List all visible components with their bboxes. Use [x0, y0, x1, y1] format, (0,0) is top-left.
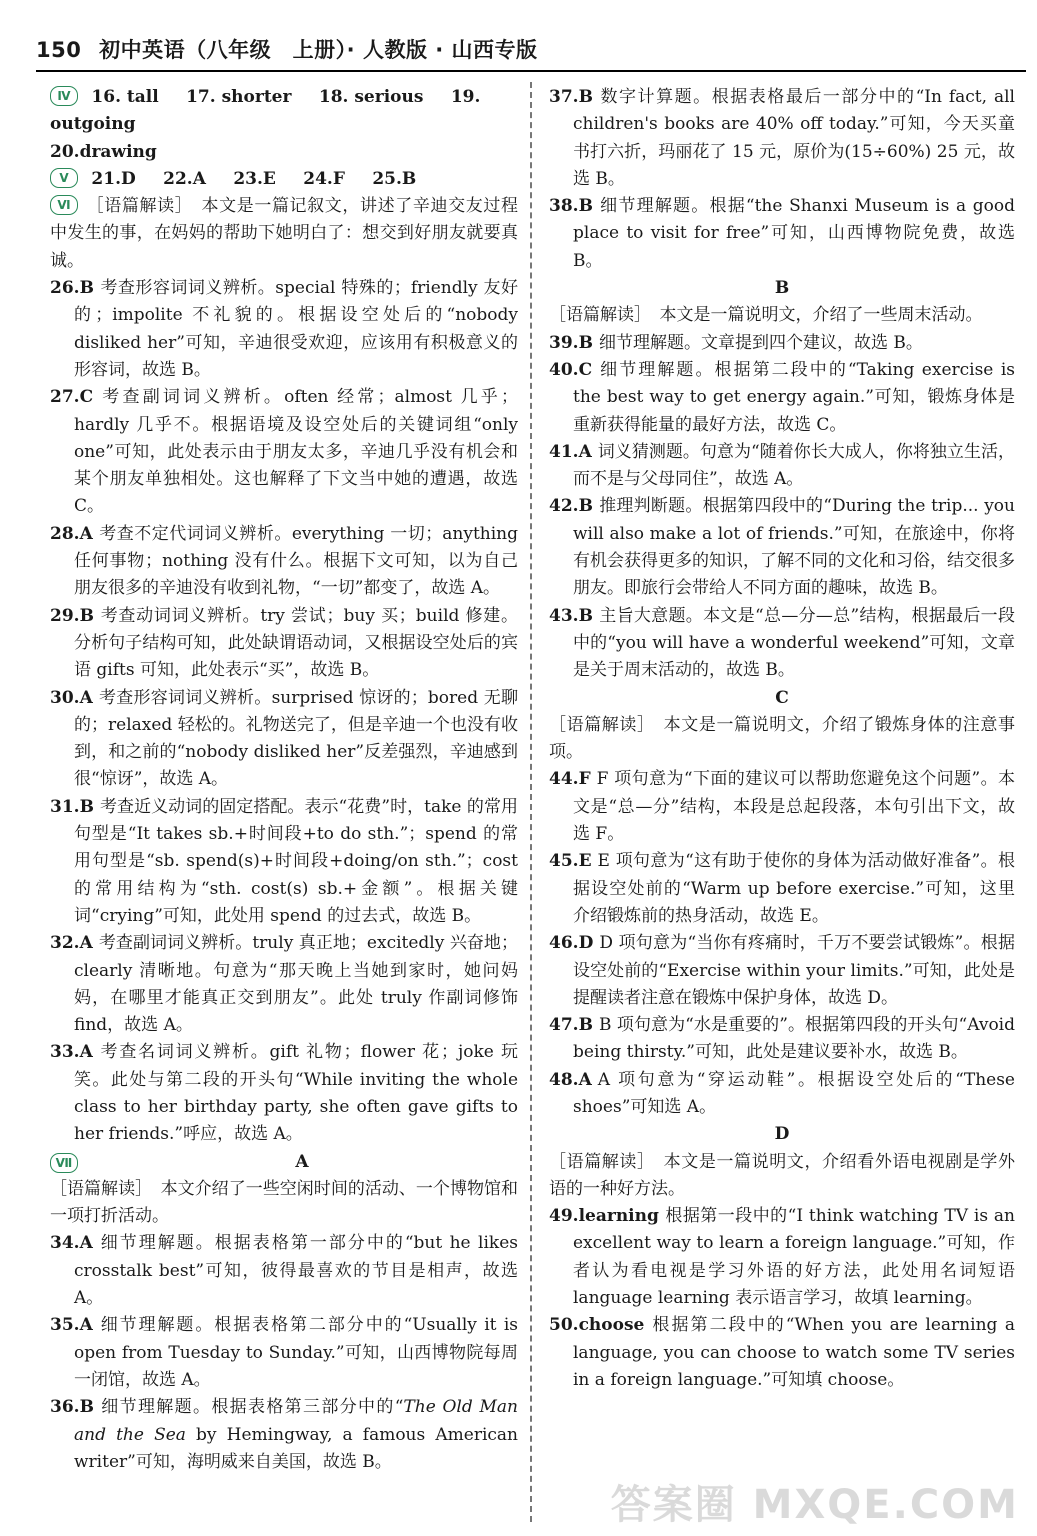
watermark-logo: 答案圈 MXQE.COM [610, 1482, 1019, 1528]
explanation-46: D 项句意为“当你有疼痛时，千万不要尝试锻炼”。根据设空处前的“Exercise within your limits.”可知，此处是提醒读者注意在锻炼中保护身体，故选 D。 [573, 933, 1015, 1008]
column-divider [530, 82, 532, 1522]
passage-c-intro: ［语篇解读］ 本文是一篇说明文，介绍了锻炼身体的注意事项。 [549, 714, 1015, 763]
explanation-26: 考查形容词词义辨析。special 特殊的；friendly 友好的；impolite 不礼貌的。根据设空处后的“nobody disliked her”可知，辛迪很受欢迎，应该用有积极意义的形容词，故选 B。 [74, 278, 518, 380]
section-7-badge: Ⅶ [50, 1153, 78, 1173]
passage-d-intro: ［语篇解读］ 本文是一篇说明文，介绍看外语电视剧是学外语的一种好方法。 [549, 1151, 1015, 1199]
passage-b-intro: ［语篇解读］ 本文是一篇说明文，介绍了一些周末活动。 [549, 305, 983, 326]
section-6-text: ［语篇解读］ 本文是一篇记叙文，讲述了辛迪交友过程中发生的事，在妈妈的帮助下她明白了：想交到好朋友就要真诚。 [50, 196, 518, 271]
question-44 [549, 766, 1015, 848]
answer-20: 20.drawing [50, 141, 157, 162]
explanation-43: 主旨大意题。本文是“总—分—总”结构，根据最后一段中的“you will have a wonderful weekend”可知，文章是关于周末活动的，故选 B。 [573, 605, 1015, 681]
explanation-38: 细节理解题。根据“the Shanxi Museum is a good place to visit for free”可知，山西博物院免费，故选 B。 [573, 196, 1015, 271]
answer-22: 22.A [163, 168, 206, 189]
answer-key-45: 45.E [549, 851, 592, 872]
question-49 [549, 1203, 1015, 1312]
explanation-50: 根据第二段中的“When you are learning a language, you can choose to watch some TV series in a foreign language.”可知填 choose。 [573, 1315, 1015, 1390]
explanation-44: F 项句意为“下面的建议可以帮助您避免这个问题”。本文是“总—分”结构，本段是总起段落，本句引出下文，故选 F。 [573, 769, 1015, 845]
answer-key-39: 39.B [549, 332, 593, 353]
question-42 [549, 493, 1015, 602]
explanation-27: 考查副词词义辨析。often 经常；almost 几乎；hardly 几乎不。根据语境及设空处后的关键词组“only one”可知，此处表示由于朋友太多，辛迪几乎没有机会和某个朋友单独相处。这也解释了下文当中她的遭遇，故选 C。 [74, 387, 518, 517]
page-header [36, 34, 538, 64]
explanation-49: 根据第一段中的“I think watching TV is an excellent way to learn a foreign language.”可知，作者认为看电视是学习外语的好方法，此处用名词短语 language learning 表示语言学习，故填 learning。 [573, 1206, 1015, 1309]
question-37 [549, 84, 1015, 193]
left-column [50, 84, 518, 1476]
explanation-35: 细节理解题。根据表格第二部分中的“Usually it is open from Tuesday to Sunday.”可知，山西博物院每周一闭馆，故选 A。 [74, 1315, 518, 1390]
section-5 [50, 166, 518, 193]
explanation-47: B 项句意为“水是重要的”。根据第四段的开头句“Avoid being thirsty.”可知，此处是建议要补水，故选 B。 [573, 1015, 1015, 1063]
answer-key-46: 46.D [549, 933, 594, 954]
answer-21: 21.D [91, 168, 136, 189]
answer-19: 19. outgoing [50, 87, 481, 135]
question-48 [549, 1067, 1015, 1122]
question-31 [50, 794, 518, 930]
explanation-36-part1: 细节理解题。根据表格第三部分中的“ [99, 1397, 404, 1418]
section-4-badge: Ⅳ [50, 86, 78, 106]
question-45 [549, 848, 1015, 930]
section-7-heading [50, 1149, 518, 1176]
answer-key-36: 36.B [50, 1397, 94, 1418]
explanation-36-part2: by Hemingway, a famous American writer”可知，海明威来自美国，故选 B。 [74, 1424, 518, 1472]
answer-18: 18. serious [318, 87, 424, 107]
answer-key-37: 37.B [549, 87, 593, 107]
question-36 [50, 1394, 518, 1476]
explanation-31: 考查近义动词的固定搭配。表示“花费”时，take 的常用句型是“It takes sb.+时间段+to do sth.”；spend 的常用句型是“sb. spend(s)+时间段+doing/on sth.”；cost 的常用结构为“sth. cost(s) sb.+金额”。根据关键词“crying”可知，此处用 spend 的过去式，故选 B。 [74, 796, 518, 926]
explanation-39: 细节理解题。文章提到四个建议，故选 B。 [598, 332, 923, 353]
answer-key-35: 35.A [50, 1315, 93, 1336]
explanation-28: 考查不定代词词义辨析。everything 一切；anything 任何事物；nothing 没有什么。根据下文可知，以为自己朋友很多的辛迪没有收到礼物，“一切”都变了，故选 A。 [74, 523, 518, 599]
passage-a-intro: ［语篇解读］ 本文介绍了一些空闲时间的活动、一个博物馆和一项打折活动。 [50, 1178, 518, 1227]
answer-key-30: 30.A [50, 687, 93, 708]
question-40 [549, 357, 1015, 439]
answer-key-27: 27.C [50, 387, 94, 408]
section-6-intro [50, 193, 518, 275]
answer-key-31: 31.B [50, 796, 94, 817]
question-30 [50, 685, 518, 794]
explanation-41: 词义猜测题。句意为“随着你长大成人，你将独立生活，而不是与父母同住”，故选 A。 [573, 441, 1015, 490]
answer-key-44: 44.F [549, 769, 591, 790]
explanation-48: A 项句意为“穿运动鞋”。根据设空处后的“These shoes”可知选 A。 [573, 1069, 1015, 1117]
question-35 [50, 1312, 518, 1394]
book-title-italic: The Old Man and the Sea [74, 1397, 518, 1445]
question-46 [549, 930, 1015, 1012]
explanation-29: 考查动词词义辨析。try 尝试；buy 买；build 修建。分析句子结构可知，此处缺谓语动词，又根据设空处后的宾语 gifts 可知，此处表示“买”，故选 B。 [74, 605, 518, 681]
question-27 [50, 384, 518, 520]
answer-key-41: 41.A [549, 441, 592, 462]
explanation-30: 考查形容词词义辨析。surprised 惊讶的；bored 无聊的；relaxed 轻松的。礼物送完了，但是辛迪一个也没有收到，和之前的“nobody disliked her”反差强烈，辛迪感到很“惊讶”，故选 A。 [74, 687, 518, 790]
question-32 [50, 930, 518, 1039]
answer-key-48: 48.A [549, 1069, 592, 1090]
answer-key-28: 28.A [50, 523, 93, 544]
explanation-37: 数字计算题。根据表格最后一部分中的“In fact, all children's books are 40% off today.”可知，今天买童书打六折，玛丽花了 15 元，原价为(15÷60%) 25 元，故选 B。 [573, 87, 1015, 189]
answer-24: 24.F [303, 168, 345, 189]
explanation-33: 考查名词词义辨析。gift 礼物；flower 花；joke 玩笑。此处与第二段的开头句“While inviting the whole class to her birthday party, she often gave gifts to her friends.”呼应，故选 A。 [74, 1042, 518, 1145]
explanation-32: 考查副词词义辨析。truly 真正地；excitedly 兴奋地；clearly 清晰地。句意为“那天晚上当她到家时，她问妈妈，在哪里才能真正交到朋友”。此处 truly 作副词修饰 find，故选 A。 [74, 933, 518, 1036]
answer-key-32: 32.A [50, 933, 93, 954]
answer-key-29: 29.B [50, 605, 94, 626]
answer-key-42: 42.B [549, 496, 593, 517]
explanation-40: 细节理解题。根据第二段中的“Taking exercise is the best way to get energy again.”可知，锻炼身体是重新获得能量的最好方法，故选 C。 [573, 359, 1015, 435]
question-33 [50, 1039, 518, 1148]
answer-key-26: 26.B [50, 278, 94, 299]
question-43 [549, 603, 1015, 685]
answer-key-33: 33.A [50, 1042, 93, 1063]
question-29 [50, 603, 518, 685]
question-50 [549, 1312, 1015, 1394]
answer-key-38: 38.B [549, 196, 593, 217]
answer-23: 23.E [233, 168, 276, 189]
page-number: 150 [36, 38, 82, 62]
right-column [549, 84, 1015, 1394]
question-39 [549, 330, 1015, 357]
question-38 [549, 193, 1015, 275]
section-5-badge: Ⅴ [50, 168, 78, 188]
passage-d-label: D [774, 1124, 790, 1145]
answer-25: 25.B [372, 168, 417, 189]
answer-key-34: 34.A [50, 1233, 93, 1254]
answer-16: 16. tall [91, 87, 159, 107]
explanation-34: 细节理解题。根据表格第一部分中的“but he likes crosstalk best”可知，彼得最喜欢的节目是相声，故选 A。 [74, 1233, 518, 1309]
question-41 [549, 439, 1015, 494]
answer-key-50: 50.choose [549, 1315, 645, 1336]
question-47 [549, 1012, 1015, 1067]
answer-key-40: 40.C [549, 359, 593, 380]
explanation-42: 推理判断题。根据第四段中的“During the trip... you will also make a lot of friends.”可知，在旅途中，你将有机会获得更多的知识，了解不同的文化和习俗，结交很多朋友。即旅行会带给人不同方面的趣味，故选 B。 [573, 496, 1015, 599]
question-28 [50, 521, 518, 603]
explanation-45: E 项句意为“这有助于使你的身体为活动做好准备”。根据设空处前的“Warm up before exercise.”可知，这里介绍锻炼前的热身活动，故选 E。 [573, 851, 1015, 926]
answer-17: 17. shorter [186, 87, 292, 107]
question-34 [50, 1230, 518, 1312]
passage-a-label: A [295, 1151, 309, 1172]
answer-key-49: 49.learning [549, 1206, 659, 1227]
section-4 [50, 84, 518, 139]
passage-b-label: B [774, 278, 790, 299]
section-6-badge: Ⅵ [50, 195, 78, 215]
passage-c-label: C [775, 687, 789, 708]
answer-key-47: 47.B [549, 1015, 593, 1036]
header-rule [36, 70, 1026, 72]
question-26 [50, 275, 518, 384]
book-title: 初中英语（八年级 上册）· 人教版 · 山西专版 [99, 38, 538, 62]
answer-key-43: 43.B [549, 605, 593, 626]
